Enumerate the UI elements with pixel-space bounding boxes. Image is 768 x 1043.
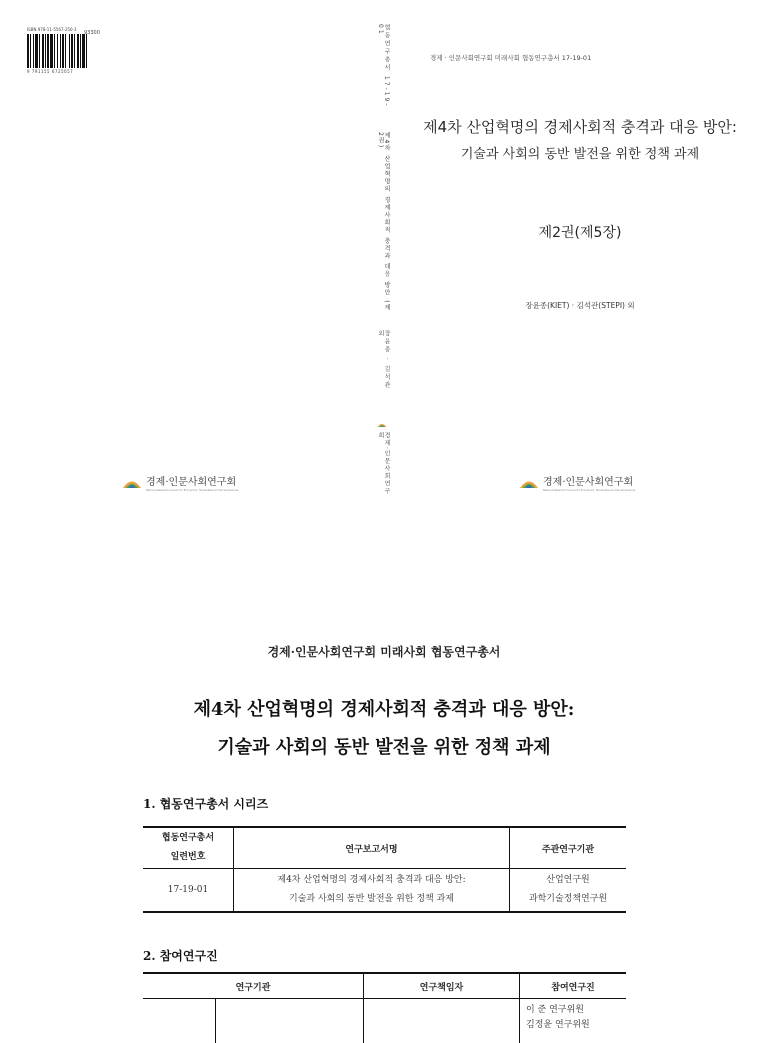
barcode-block: [27, 27, 117, 74]
table-row: [143, 999, 626, 1043]
table-header: 연구보고서명: [234, 827, 510, 869]
table-header: 연구책임자: [364, 973, 520, 999]
inner-title-line1: 제4차 산업혁명의 경제사회적 충격과 대응 방안:: [0, 695, 768, 721]
report-title: 제4차 산업혁명의 경제사회적 충격과 대응 방안: 기술과 사회의 동반 발전을 위한 정책 과제: [234, 869, 510, 913]
participants-table: [143, 972, 626, 1043]
inner-title-page: [0, 545, 768, 1024]
barcode-icon: [27, 34, 117, 68]
nrc-logo-icon: [377, 420, 387, 430]
series-number: 17-19-01: [143, 869, 234, 913]
isbn-text: ISBN 978-11-5567-250-3: [27, 27, 117, 32]
logo-subtitle: National Research Council for Economics, Humanities and Social Sciences: [146, 489, 238, 492]
inner-title-line2: 기술과 사회의 동반 발전을 위한 정책 과제: [0, 733, 768, 759]
nrc-logo-icon: [122, 477, 142, 489]
spine-publisher: 경제·인문사회연구회: [377, 432, 389, 502]
barcode-digits: 9 791155 6725057: [27, 69, 117, 74]
front-title-line2: 기술과 사회의 동반 발전을 위한 정책 과제: [412, 143, 748, 162]
front-cover-logo: [519, 473, 635, 492]
lead-institutes: 산업연구원 과학기술정책연구원: [510, 869, 627, 913]
table-header: 협동연구총서 일련번호: [143, 827, 234, 869]
spine-series: 협동연구총서 17-19-01: [377, 24, 389, 114]
front-title-line1: 제4차 산업혁명의 경제사회적 충격과 대응 방안:: [412, 116, 748, 137]
table-header: 연구기관: [143, 973, 364, 999]
barcode-addon: 93300: [84, 30, 100, 36]
logo-name: 경제·인문사회연구회: [146, 473, 238, 488]
section-heading-series: 1. 협동연구총서 시리즈: [143, 795, 268, 812]
logo-name: 경제·인문사회연구회: [543, 473, 635, 488]
table-header: 참여연구진: [520, 973, 627, 999]
back-cover-logo: [122, 473, 238, 492]
front-authors: 장윤종(KIET) · 김석관(STEPI) 외: [412, 300, 748, 311]
logo-subtitle: National Research Council for Economics, Humanities and Social Sciences: [543, 489, 635, 492]
spine-authors: 장윤종 · 김석관 외: [377, 330, 389, 400]
front-series-label: 경제 · 인문사회연구회 미래사회 협동연구총서 17-19-01: [430, 53, 591, 62]
table-header: 주관연구기관: [510, 827, 627, 869]
table-row: [143, 869, 626, 913]
inner-series-label: 경제·인문사회연구회 미래사회 협동연구총서: [0, 643, 768, 660]
participants-cell: 이 준 연구위원 김정윤 연구위원: [520, 999, 627, 1043]
section-heading-participants: 2. 참여연구진: [143, 947, 218, 964]
front-volume: 제2권(제5장): [412, 222, 748, 242]
spine-title: 제4차 산업혁명의 경제사회적 충격과 대응 방안 (제2권): [377, 132, 389, 312]
nrc-logo-icon: [519, 477, 539, 489]
series-table: [143, 826, 626, 913]
